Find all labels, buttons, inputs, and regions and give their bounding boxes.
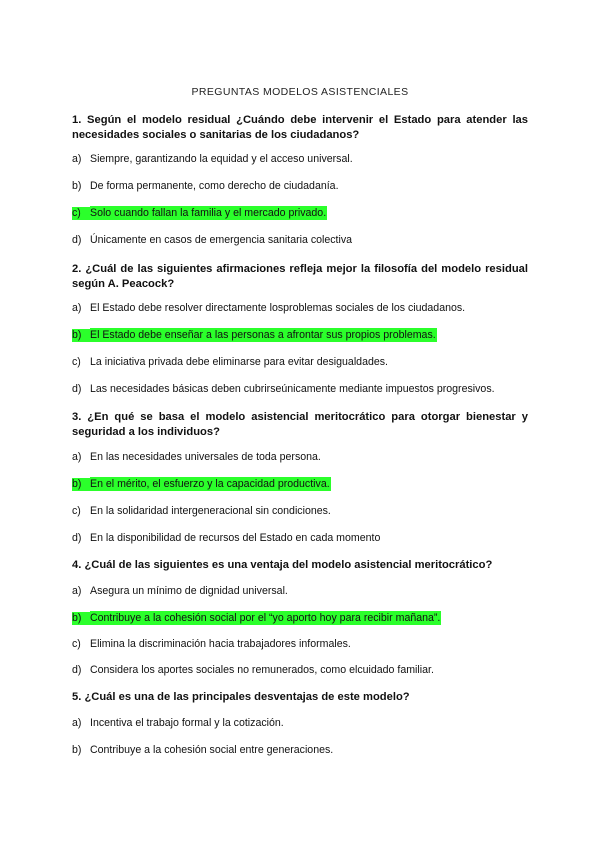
option-letter: a) bbox=[72, 717, 82, 729]
option-letter: c) bbox=[72, 207, 90, 220]
question-2-option-b-highlighted bbox=[72, 329, 542, 342]
question-5-option-a bbox=[72, 717, 542, 730]
question-4-option-d bbox=[72, 664, 542, 677]
option-text: Siempre, garantizando la equidad y el acceso universal. bbox=[90, 153, 353, 165]
option-letter: b) bbox=[72, 612, 90, 625]
option-text: La iniciativa privada debe eliminarse para evitar desigualdades. bbox=[90, 356, 388, 368]
option-letter: d) bbox=[72, 383, 82, 395]
option-text: El Estado debe enseñar a las personas a afrontar sus propios problemas. bbox=[90, 329, 436, 341]
option-letter: a) bbox=[72, 302, 82, 314]
option-letter: c) bbox=[72, 505, 81, 517]
option-text: Contribuye a la cohesión social entre generaciones. bbox=[90, 744, 334, 756]
option-text: Las necesidades básicas deben cubrirseúnicamente mediante impuestos progresivos. bbox=[90, 383, 495, 395]
option-text: En el mérito, el esfuerzo y la capacidad productiva. bbox=[90, 478, 330, 490]
question-2-option-c bbox=[72, 356, 542, 369]
option-letter: a) bbox=[72, 585, 82, 597]
option-text: En las necesidades universales de toda persona. bbox=[90, 451, 321, 463]
question-2-option-a bbox=[72, 302, 542, 315]
question-3-option-c bbox=[72, 505, 542, 518]
question-1-option-d bbox=[72, 234, 542, 247]
option-text: En la disponibilidad de recursos del Estado en cada momento bbox=[90, 532, 381, 544]
option-letter: b) bbox=[72, 744, 82, 756]
option-letter: d) bbox=[72, 664, 82, 676]
option-text: En la solidaridad intergeneracional sin condiciones. bbox=[90, 505, 331, 517]
option-letter: c) bbox=[72, 638, 81, 650]
option-letter: b) bbox=[72, 180, 82, 192]
question-5-option-b bbox=[72, 744, 542, 757]
option-text: El Estado debe resolver directamente losproblemas sociales de los ciudadanos. bbox=[90, 302, 466, 314]
question-4-option-b-highlighted bbox=[72, 612, 542, 625]
question-1: 1. Según el modelo residual ¿Cuándo debe intervenir el Estado para atender las necesidades sociales o sanitarias de los ciudadanos? bbox=[72, 114, 528, 141]
option-text: Elimina la discriminación hacia trabajadores informales. bbox=[90, 638, 351, 650]
option-text: Solo cuando fallan la familia y el mercado privado. bbox=[90, 207, 327, 219]
question-4-option-a bbox=[72, 585, 542, 598]
option-letter: d) bbox=[72, 532, 82, 544]
question-1-option-c-highlighted bbox=[72, 207, 542, 220]
question-3: 3. ¿En qué se basa el modelo asistencial meritocrático para otorgar bienestar y seguridad a los individuos? bbox=[72, 411, 528, 438]
question-3-option-b-highlighted bbox=[72, 478, 542, 491]
question-4-option-c bbox=[72, 638, 542, 651]
option-text: Incentiva el trabajo formal y la cotización. bbox=[90, 717, 284, 729]
question-3-option-d bbox=[72, 532, 542, 545]
option-text: Contribuye a la cohesión social por el “yo aporto hoy para recibir mañana”. bbox=[90, 612, 441, 624]
option-letter: b) bbox=[72, 329, 90, 342]
option-letter: a) bbox=[72, 153, 82, 165]
option-letter: b) bbox=[72, 478, 90, 491]
question-2-option-d bbox=[72, 383, 542, 396]
option-text: Considera los aportes sociales no remunerados, como elcuidado familiar. bbox=[90, 664, 434, 676]
question-2: 2. ¿Cuál de las siguientes afirmaciones refleja mejor la filosofía del modelo residual según A. Peacock? bbox=[72, 263, 528, 290]
option-text: De forma permanente, como derecho de ciudadanía. bbox=[90, 180, 339, 192]
option-text: Asegura un mínimo de dignidad universal. bbox=[90, 585, 288, 597]
option-text: Únicamente en casos de emergencia sanitaria colectiva bbox=[90, 234, 353, 246]
option-letter: c) bbox=[72, 356, 81, 368]
document-title: PREGUNTAS MODELOS ASISTENCIALES bbox=[191, 86, 409, 98]
question-3-option-a bbox=[72, 451, 542, 464]
option-letter: a) bbox=[72, 451, 82, 463]
question-5: 5. ¿Cuál es una de las principales desventajas de este modelo? bbox=[72, 691, 410, 703]
option-letter: d) bbox=[72, 234, 82, 246]
question-1-option-b bbox=[72, 180, 542, 193]
question-4: 4. ¿Cuál de las siguientes es una ventaja del modelo asistencial meritocrático? bbox=[72, 559, 493, 571]
question-1-option-a bbox=[72, 153, 542, 166]
